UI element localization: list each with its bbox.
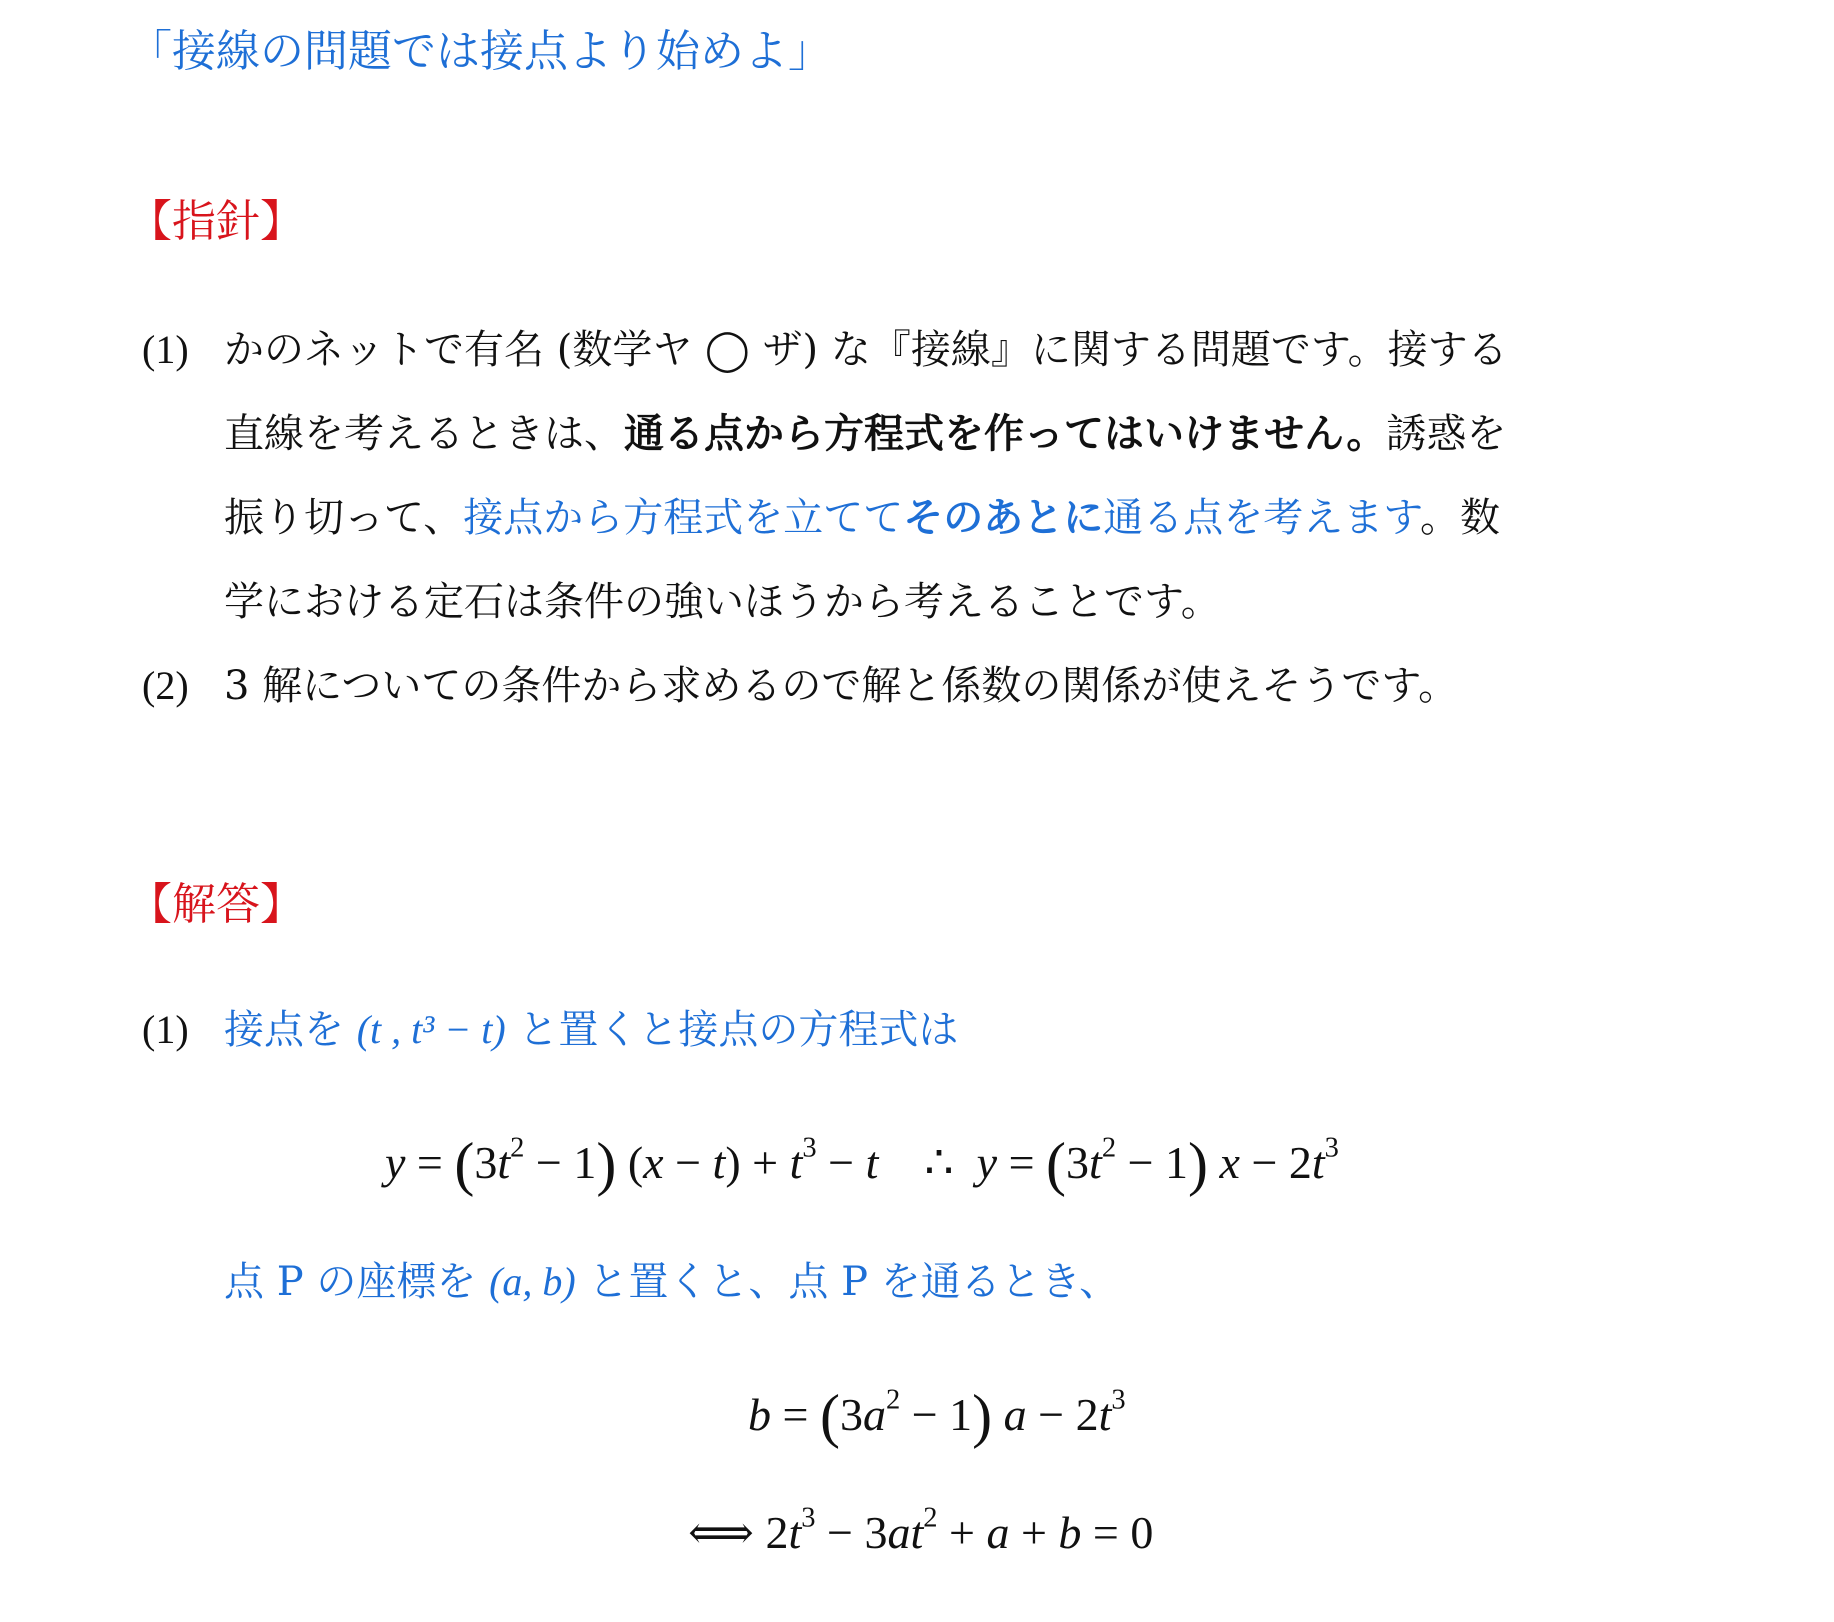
condition-equation: $b = (3a^2 - 1) a - 2t^3$ <box>748 1383 1126 1449</box>
hint-text: 。数 <box>1420 495 1501 541</box>
tangent-point-expression: (t , t³ − t) <box>356 1007 506 1052</box>
answer-text: 接点を <box>224 1007 357 1053</box>
hint-text: 振り切って、 <box>224 495 464 541</box>
answer-text: 点 P の座標を <box>224 1259 490 1305</box>
hint-item-1-line-1: かのネットで有名 (数学ヤ ◯ ザ) な『接線』に関する問題です。接する <box>224 327 1508 373</box>
answer-text: と置くと、点 P を通るとき、 <box>575 1259 1120 1305</box>
hint-item-1-number: (1) <box>142 327 189 372</box>
answer-text: と置くと接点の方程式は <box>505 1007 959 1053</box>
page-title: 「接線の問題では接点より始めよ」 <box>128 26 832 77</box>
hint-highlight-emphasis: そのあとに <box>903 495 1104 541</box>
answer-item-1-number: (1) <box>142 1007 189 1052</box>
point-p-coordinates: (a, b) <box>489 1259 576 1304</box>
hint-item-1-line-2 <box>224 392 1506 476</box>
hint-item-2-number: (2) <box>142 663 189 708</box>
hint-item-2-text: 3 解についての条件から求めるので解と係数の関係が使えそうです。 <box>224 663 1459 709</box>
hint-emphasis-text: 通る点から方程式を作ってはいけません。 <box>624 411 1387 457</box>
hint-highlight-text: 接点から方程式を立てて <box>463 495 904 541</box>
cubic-equation: ⟺ $2t^3 - 3at^2 + a + b = 0$ <box>688 1502 1154 1558</box>
hint-highlight-text: 通る点を考えます <box>1103 495 1421 541</box>
answer-section-label: 【解答】 <box>128 879 304 930</box>
hint-text: 誘惑を <box>1386 411 1507 457</box>
hint-item-1-line-3 <box>224 476 1500 560</box>
hint-text: 直線を考えるときは、 <box>224 411 624 457</box>
tangent-line-equation: $y = (3t^2 - 1) (x - t) + t^3 - t$ ∴ $y = (3t^2 - 1) x - 2t^3$ <box>385 1131 1339 1197</box>
answer-item-1-intro <box>224 988 958 1072</box>
hint-section-label: 【指針】 <box>128 196 304 247</box>
hint-item-1-line-4: 学における定石は条件の強いほうから考えることです。 <box>224 579 1221 625</box>
point-p-intro <box>224 1240 1119 1324</box>
